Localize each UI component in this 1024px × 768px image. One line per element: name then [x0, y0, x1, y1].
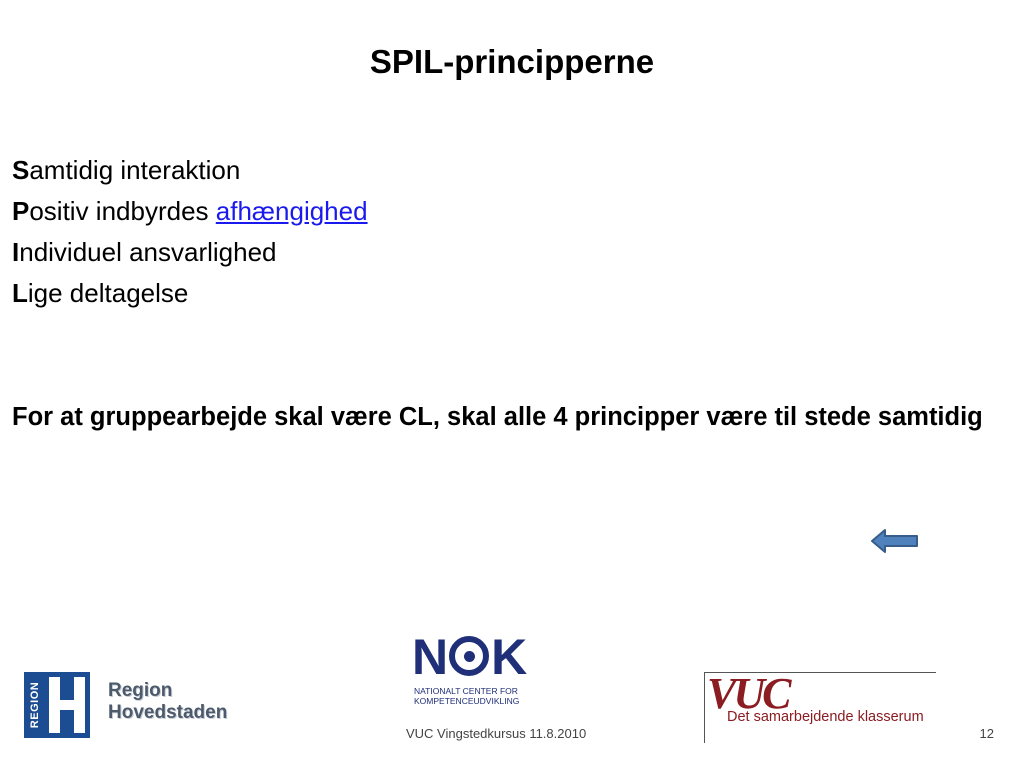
principle-positiv [12, 191, 368, 232]
region-name-line2: Hovedstaden [108, 702, 228, 723]
nck-letter-k: K [491, 629, 527, 685]
nck-circle-icon [449, 636, 489, 676]
nck-letter-n: N [412, 629, 448, 685]
principle-individuel [12, 232, 368, 273]
principle-text: ositiv indbyrdes [29, 196, 216, 226]
footer-text: VUC Vingstedkursus 11.8.2010 [406, 726, 587, 741]
nck-subtitle [414, 686, 542, 706]
cl-statement: For at gruppearbejde skal være CL, skal alle 4 principper være til stede samtidig [12, 403, 983, 431]
region-badge-text: REGION [29, 681, 41, 729]
principle-initial: P [12, 196, 30, 226]
slide-title: SPIL-principperne [369, 43, 655, 80]
region-h-icon [46, 672, 90, 738]
nck-subtitle-line2: KOMPETENCEUDVIKLING [414, 696, 520, 706]
arrow-left-icon[interactable] [870, 527, 920, 555]
principle-samtidig [12, 150, 368, 191]
principle-initial: I [12, 237, 20, 267]
vuc-tagline: Det samarbejdende klasserum [727, 709, 924, 725]
afhaengighed-link[interactable]: afhængighed [215, 196, 368, 226]
region-name [108, 680, 227, 724]
arrow-shape [872, 530, 917, 552]
principle-text: amtidig interaktion [29, 155, 241, 185]
nck-wordmark [412, 629, 542, 685]
region-badge [24, 672, 90, 738]
region-name-line1: Region [108, 680, 173, 701]
principle-lige [12, 273, 368, 314]
nck-logo [412, 629, 542, 712]
principles-list [12, 150, 368, 314]
principle-text: ige deltagelse [27, 278, 189, 308]
vuc-logo [704, 672, 936, 743]
principle-text: ndividuel ansvarlighed [19, 237, 277, 267]
principle-initial: S [12, 155, 30, 185]
page-number: 12 [979, 726, 994, 741]
principle-initial: L [12, 278, 28, 308]
nck-subtitle-line1: NATIONALT CENTER FOR [414, 686, 518, 696]
vuc-wordmark: VUC [707, 672, 789, 718]
region-hovedstaden-logo [24, 672, 244, 740]
